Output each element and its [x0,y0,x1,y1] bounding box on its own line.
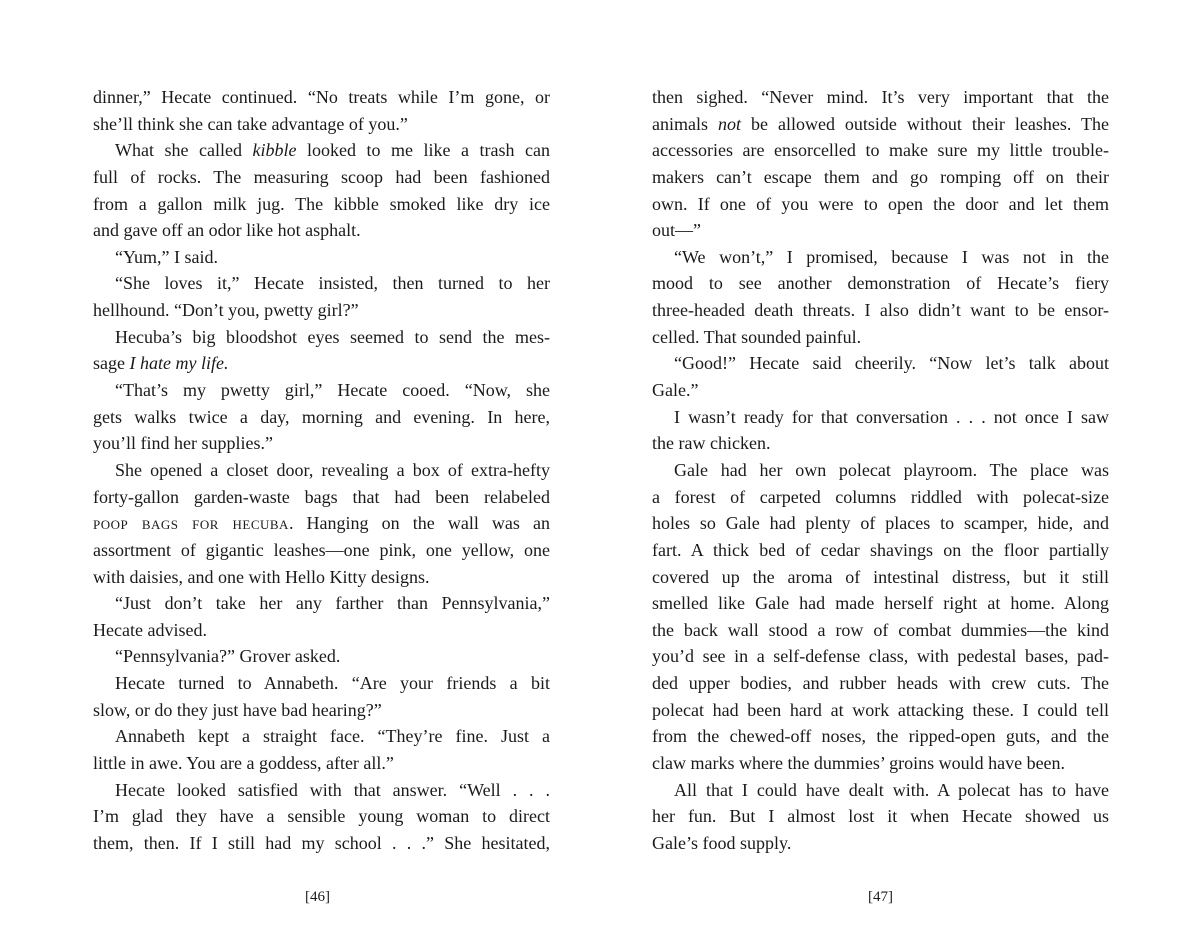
text-segment: from a gallon milk jug. The kibble smoked like dry ice [93,193,550,214]
right-page-text [652,84,1109,857]
text-line [93,590,550,617]
text-segment: hellhound. “Don’t you, pwetty girl?” [93,300,359,321]
text-line [652,350,1109,377]
text-segment: little in awe. You are a goddess, after all.” [93,753,394,774]
text-line [93,697,550,724]
text-line [93,350,550,377]
text-line [652,270,1109,297]
text-line [652,324,1109,351]
italic-text: I hate my life. [129,353,229,374]
text-segment: you’d see in a self-defense class, with pedestal bases, pad- [652,646,1109,667]
text-segment: a forest of carpeted columns riddled with polecat-size [652,486,1109,507]
text-line [93,430,550,457]
text-segment: polecat had been hard at work attacking these. I could tell [652,699,1109,720]
text-line [652,670,1109,697]
text-line [93,803,550,830]
text-line [93,404,550,431]
text-segment: Annabeth kept a straight face. “They’re fine. Just a [115,726,550,747]
text-segment: Hecuba’s big bloodshot eyes seemed to send the mes- [115,326,550,347]
text-segment: “That’s my pwetty girl,” Hecate cooed. “Now, she [115,380,550,401]
text-segment: looked to me like a trash can [296,140,550,161]
text-segment: sage [93,353,130,374]
text-line [652,777,1109,804]
text-line [652,643,1109,670]
text-line [93,111,550,138]
text-segment: makers can’t escape them and go romping off on their [652,166,1109,187]
text-line [652,617,1109,644]
text-segment: her fun. But I almost lost it when Hecate showed us [652,806,1109,827]
text-segment: own. If one of you were to open the door and let them [652,193,1109,214]
text-segment: assortment of gigantic leashes—one pink, one yellow, one [93,539,550,560]
text-line [93,164,550,191]
text-segment: holes so Gale had plenty of places to scamper, hide, and [652,513,1109,534]
text-line [652,297,1109,324]
text-line [652,84,1109,111]
text-segment: smelled like Gale had made herself right at home. Along [652,593,1109,614]
text-line [93,84,550,111]
text-line [93,191,550,218]
text-segment: be allowed outside without their leashes. The [741,113,1109,134]
italic-text: not [717,113,741,134]
text-line [93,723,550,750]
text-segment: ded upper bodies, and rubber heads with crew cuts. The [652,673,1109,694]
text-line [652,430,1109,457]
text-segment: Gale’s food supply. [652,832,792,853]
text-segment: “She loves it,” Hecate insisted, then turned to her [115,273,550,294]
text-segment: with daisies, and one with Hello Kitty designs. [93,566,430,587]
text-line [93,564,550,591]
text-segment: gets walks twice a day, morning and evening. In here, [93,406,550,427]
text-segment: “Just don’t take her any farther than Pennsylvania,” [115,593,550,614]
text-segment: slow, or do they just have bad hearing?” [93,699,382,720]
text-segment: fart. A thick bed of cedar shavings on the floor partially [652,539,1109,560]
text-line [652,191,1109,218]
text-segment: and gave off an odor like hot asphalt. [93,220,361,241]
text-line [93,750,550,777]
text-segment: Hecate advised. [93,619,207,640]
text-segment: “Good!” Hecate said cheerily. “Now let’s talk about [674,353,1109,374]
text-segment: I wasn’t ready for that conversation . . . not once I saw [674,406,1109,427]
text-line [93,670,550,697]
text-segment: the back wall stood a row of combat dummies—the kind [652,619,1109,640]
text-line [652,537,1109,564]
page-number-right: [47] [868,889,893,905]
text-segment: “Yum,” I said. [115,246,218,267]
text-line [93,617,550,644]
text-segment: Hecate looked satisfied with that answer. “Well . . . [115,779,550,800]
text-segment: forty-gallon garden-waste bags that had been relabeled [93,486,550,507]
text-line [652,564,1109,591]
text-segment: three-headed death threats. I also didn’t want to be ensor- [652,300,1109,321]
text-segment: Gale had her own polecat playroom. The place was [674,459,1109,480]
text-segment: Hecate turned to Annabeth. “Are your friends a bit [115,673,550,694]
text-line [652,164,1109,191]
text-line [652,217,1109,244]
text-segment: covered up the aroma of intestinal distress, but it still [652,566,1109,587]
text-segment: She opened a closet door, revealing a box of extra-hefty [115,459,550,480]
text-line [652,404,1109,431]
text-line [93,324,550,351]
text-segment: mood to see another demonstration of Hecate’s fiery [652,273,1109,294]
text-line [652,111,1109,138]
text-segment: the raw chicken. [652,433,771,454]
small-caps-text: poop bags for hecuba [93,513,289,534]
text-segment: animals [652,113,718,134]
text-segment: then sighed. “Never mind. It’s very important that the [652,87,1109,107]
text-line [652,723,1109,750]
text-line [93,830,550,857]
text-line [93,137,550,164]
text-segment: she’ll think she can take advantage of you.” [93,113,408,134]
text-segment: out—” [652,220,701,241]
text-line [652,510,1109,537]
page-number-left: [46] [305,889,330,905]
text-segment: “Pennsylvania?” Grover asked. [115,646,341,667]
text-line [93,777,550,804]
text-line [652,750,1109,777]
text-segment: you’ll find her supplies.” [93,433,273,454]
italic-text: kibble [252,140,297,161]
text-line [93,377,550,404]
text-segment: from the chewed-off noses, the ripped-open guts, and the [652,726,1109,747]
text-segment: Gale.” [652,380,699,401]
text-segment: “We won’t,” I promised, because I was not in the [674,246,1109,267]
text-line [93,244,550,271]
text-segment: dinner,” Hecate continued. “No treats while I’m gone, or [93,87,550,107]
text-line [652,377,1109,404]
text-line [93,484,550,511]
text-line [652,244,1109,271]
text-line [93,510,550,537]
text-line [652,803,1109,830]
text-segment: full of rocks. The measuring scoop had been fashioned [93,166,550,187]
text-line [93,270,550,297]
text-segment: . Hanging on the wall was an [288,513,550,534]
text-segment: claw marks where the dummies’ groins would have been. [652,753,1066,774]
text-line [93,537,550,564]
text-line [652,590,1109,617]
text-line [652,830,1109,857]
text-line [652,697,1109,724]
text-line [93,457,550,484]
text-segment: What she called [115,140,253,161]
left-page-text [93,84,550,857]
text-line [93,217,550,244]
text-line [652,137,1109,164]
text-segment: I’m glad they have a sensible young woman to direct [93,806,550,827]
text-line [652,457,1109,484]
text-line [652,484,1109,511]
text-line [93,643,550,670]
text-line [93,297,550,324]
text-segment: celled. That sounded painful. [652,326,862,347]
text-segment: them, then. If I still had my school . . .” She hesitated, [93,832,550,853]
text-segment: All that I could have dealt with. A polecat has to have [674,779,1109,800]
text-segment: accessories are ensorcelled to make sure my little trouble- [652,140,1109,161]
